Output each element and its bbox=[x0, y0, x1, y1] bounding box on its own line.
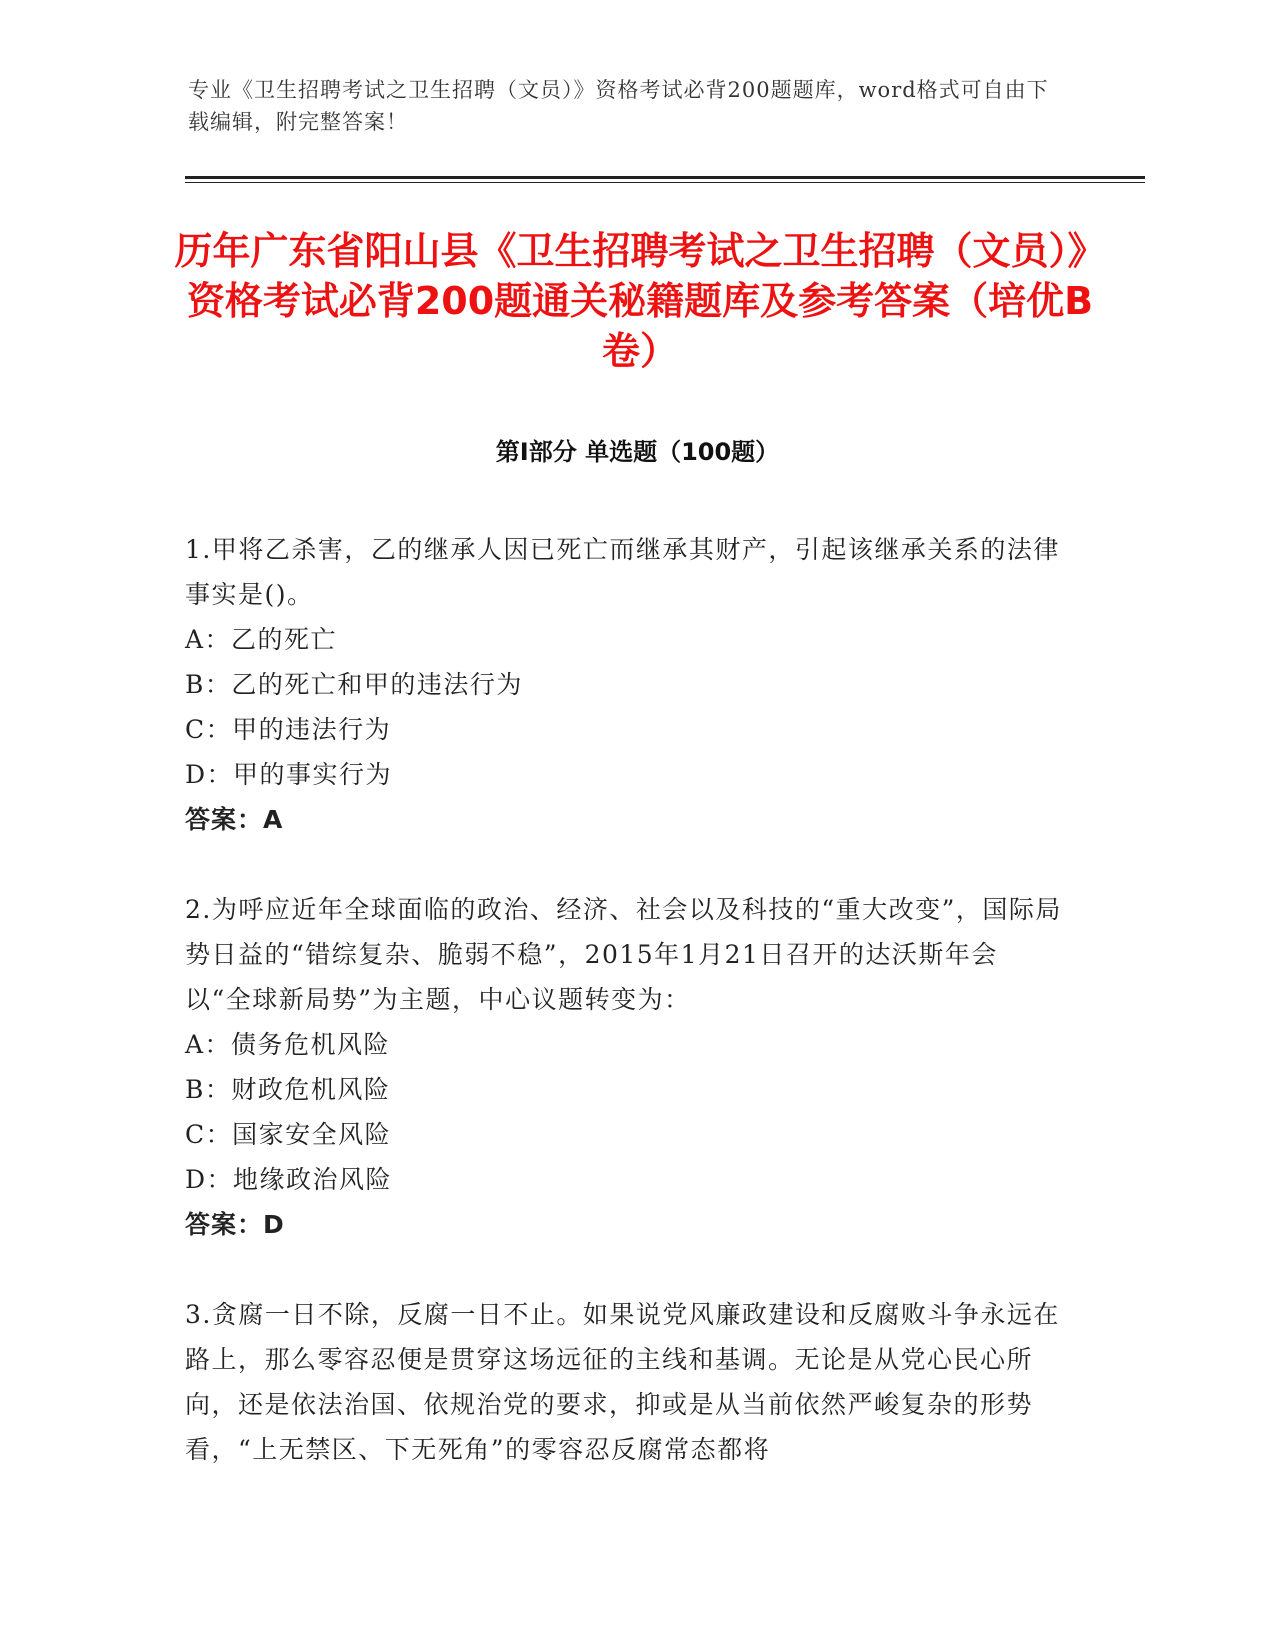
option-a: A：债务危机风险 bbox=[185, 1030, 391, 1059]
option-d: D：甲的事实行为 bbox=[185, 760, 393, 789]
answer: 答案：A bbox=[185, 805, 284, 834]
question-stem: 2.为呼应近年全球面临的政治、经济、社会以及科技的“重大改变”，国际局势日益的“错综复杂、脆弱不稳”，2015年1月21日召开的达沃斯年会以“全球新局势”为主题，中心议题转变为： bbox=[185, 895, 1062, 1014]
option-c: C：甲的违法行为 bbox=[185, 715, 392, 744]
question-1 bbox=[185, 527, 1065, 842]
question-list bbox=[185, 527, 1065, 1517]
header-divider-thin bbox=[185, 182, 1145, 183]
question-stem: 3.贪腐一日不除，反腐一日不止。如果说党风廉政建设和反腐败斗争永远在路上，那么零容忍便是贯穿这场远征的主线和基调。无论是从党心民心所向，还是依法治国、依规治党的要求，抑或是从当前依然严峻复杂的形势看，“上无禁区、下无死角”的零容忍反腐常态都将 bbox=[185, 1300, 1060, 1464]
option-d: D：地缘政治风险 bbox=[185, 1165, 393, 1194]
question-stem: 1.甲将乙杀害，乙的继承人因已死亡而继承其财产，引起该继承关系的法律事实是()。 bbox=[185, 535, 1060, 609]
header-divider bbox=[185, 176, 1145, 179]
option-a: A：乙的死亡 bbox=[185, 625, 338, 654]
question-3 bbox=[185, 1292, 1065, 1472]
section-title: 第I部分 单选题（100题） bbox=[495, 438, 780, 466]
option-c: C：国家安全风险 bbox=[185, 1120, 392, 1149]
answer: 答案：D bbox=[185, 1210, 285, 1239]
option-b: B：乙的死亡和甲的违法行为 bbox=[185, 670, 523, 699]
document-title: 历年广东省阳山县《卫生招聘考试之卫生招聘（文员）》资格考试必背200题通关秘籍题库及参考答案（培优B卷） bbox=[174, 229, 1106, 373]
question-2 bbox=[185, 887, 1065, 1247]
option-b: B：财政危机风险 bbox=[185, 1075, 391, 1104]
header-note: 专业《卫生招聘考试之卫生招聘（文员）》资格考试必背200题题库，word格式可自由下载编辑，附完整答案！ bbox=[188, 78, 1049, 134]
